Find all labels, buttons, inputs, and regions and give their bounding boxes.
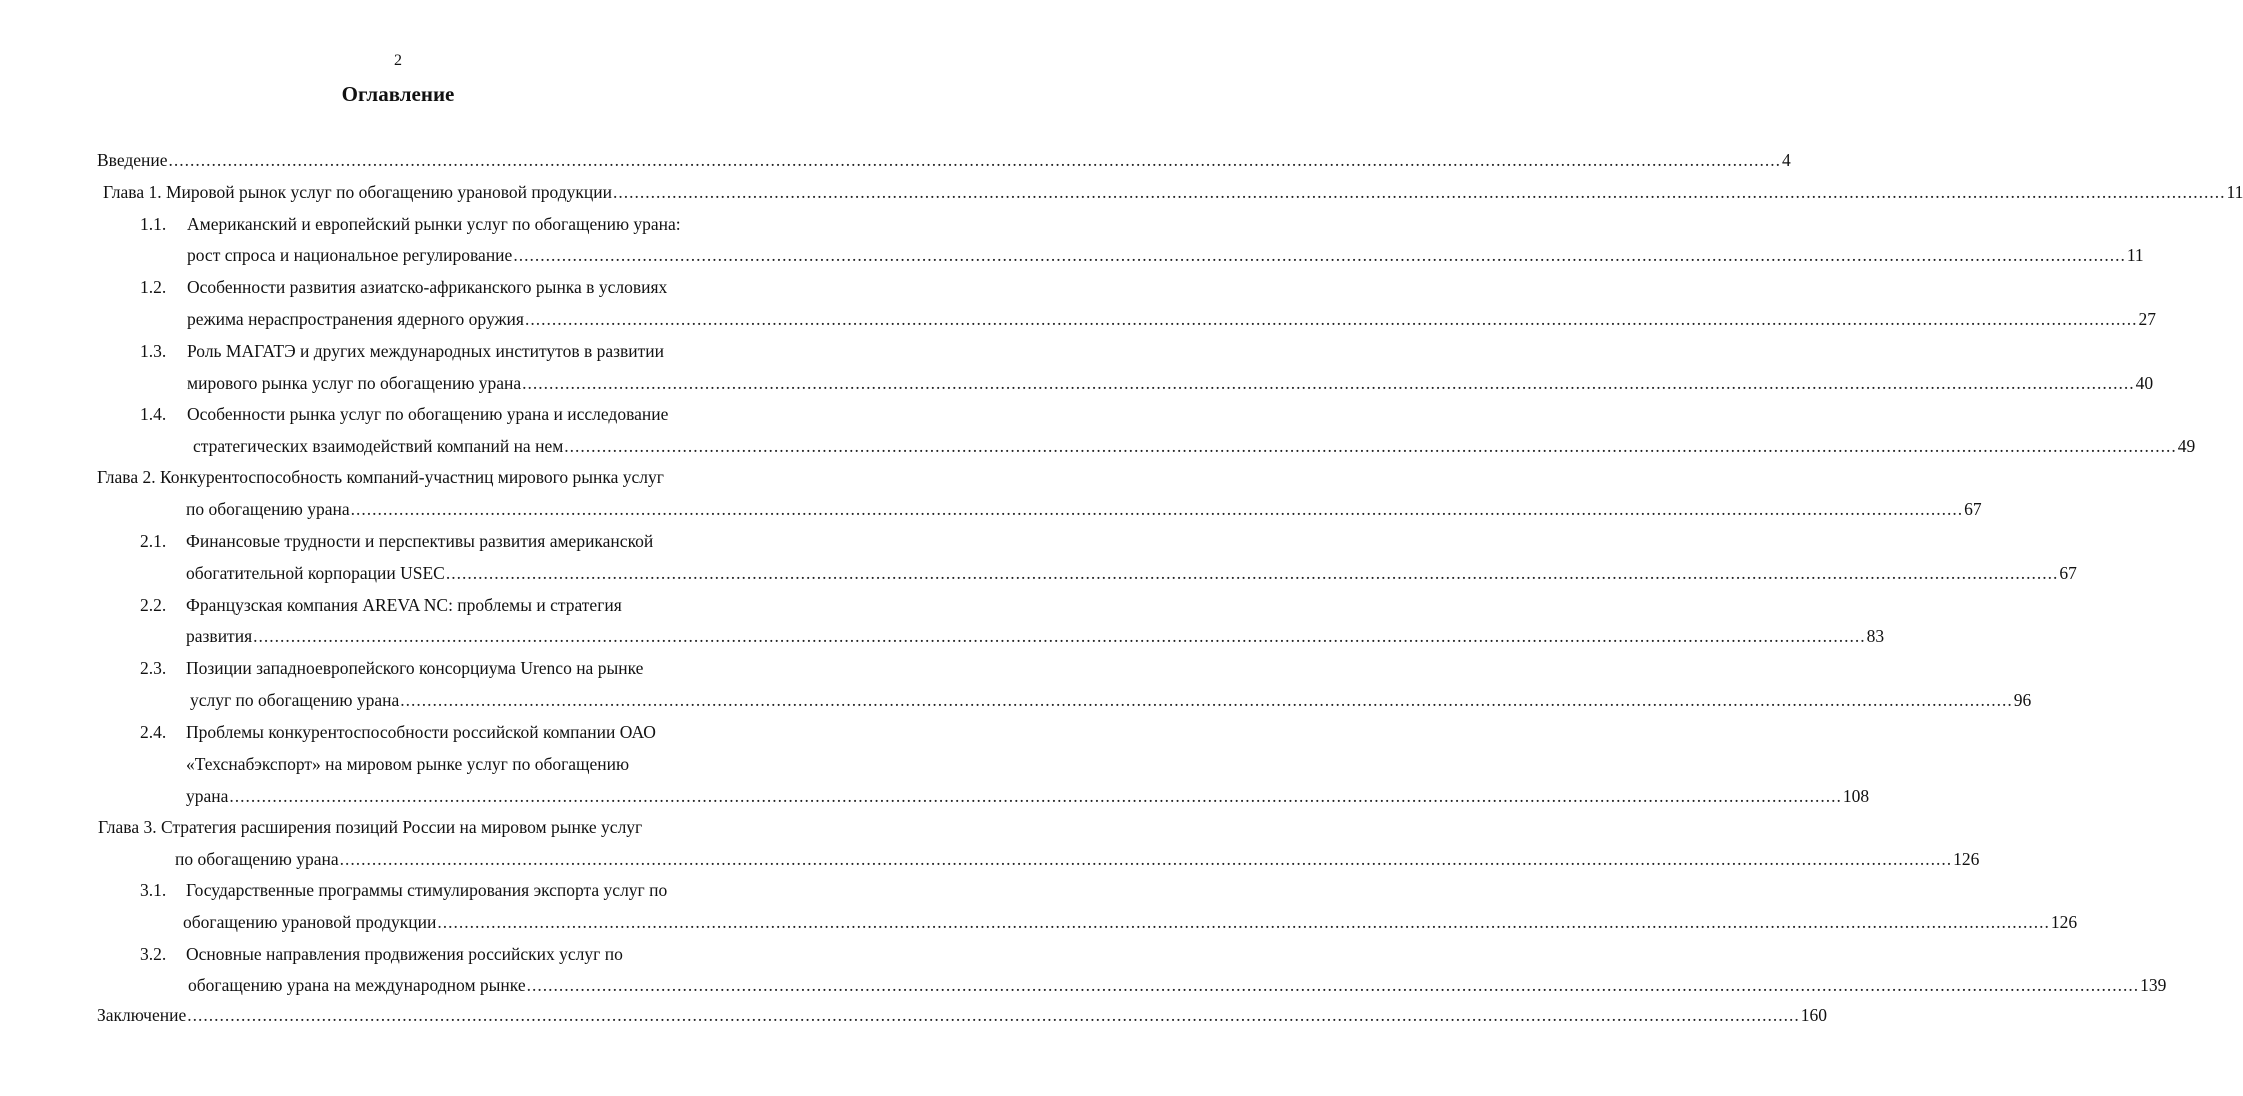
toc-section-line: Позиции западноевропейского консорциума Urenco на рынке [186, 658, 644, 678]
toc-entry-text: мирового рынка услуг по обогащению урана [187, 373, 522, 393]
toc-entry-text: развития [186, 626, 253, 646]
toc-entry-text: по обогащению урана [186, 499, 350, 519]
toc-entry-text: по обогащению урана [175, 849, 339, 869]
toc-chapter-1: Глава 1. Мировой рынок услуг по обогащению урановой продукции ............................................................................................................................................................................................................................................................................................................ 11 [103, 182, 2243, 202]
toc-section-2-1: обогатительной корпорации USEC ............................................................................................................................................................................................................................................................................................................ 67 [186, 563, 2077, 583]
toc-section-line: Особенности развития азиатско-африканского рынка в условиях [187, 277, 668, 297]
toc-section-line: Основные направления продвижения российских услуг по [186, 944, 623, 964]
toc-chapter-2: по обогащению урана ............................................................................................................................................................................................................................................................................................................ 67 [186, 499, 1982, 519]
toc-entry-text: Заключение [97, 1005, 187, 1025]
toc-entry-intro: Введение ............................................................................................................................................................................................................................................................................................................ 4 [97, 150, 1791, 170]
toc-section-3-2: обогащению урана на международном рынке ............................................................................................................................................................................................................................................................................................................ 139 [188, 975, 2167, 995]
toc-chapter-line: Глава 2. Конкурентоспособность компаний-участниц мирового рынка услуг [97, 467, 664, 487]
toc-section-number: 2.1. [140, 531, 167, 551]
toc-section-number: 2.4. [140, 722, 167, 742]
toc-section-line: Проблемы конкурентоспособности российской компании ОАО [186, 722, 656, 742]
toc-entry-text: Введение [97, 150, 168, 170]
toc-entry-text: стратегических взаимодействий компаний на нем [193, 436, 564, 456]
page-title: Оглавление [341, 82, 455, 106]
toc-section-line: «Техснабэкспорт» на мировом рынке услуг по обогащению [186, 754, 630, 774]
toc-section-number: 3.1. [140, 880, 167, 900]
toc-entry-text: рост спроса и национальное регулирование [187, 245, 513, 265]
toc-section-2-2: развития ............................................................................................................................................................................................................................................................................................................ 83 [186, 626, 1885, 646]
toc-section-number: 1.4. [140, 404, 167, 424]
toc-section-3-1: обогащению урановой продукции ............................................................................................................................................................................................................................................................................................................ 126 [183, 912, 2078, 932]
toc-chapter-line: Глава 3. Стратегия расширения позиций России на мировом рынке услуг [98, 817, 643, 837]
toc-section-1-3: мирового рынка услуг по обогащению урана ............................................................................................................................................................................................................................................................................................................ 40 [187, 373, 2154, 393]
toc-section-1-2: режима нераспространения ядерного оружия ............................................................................................................................................................................................................................................................................................................ 27 [187, 309, 2156, 329]
toc-section-line: Французская компания AREVA NC: проблемы и стратегия [186, 595, 622, 615]
toc-entry-page: 160 [1800, 1005, 1827, 1025]
toc-entry-text: урана [186, 786, 229, 806]
toc-section-1-4: стратегических взаимодействий компаний на нем ............................................................................................................................................................................................................................................................................................................ 49 [193, 436, 2196, 456]
toc-section-line: Особенности рынка услуг по обогащению урана и исследование [187, 404, 669, 424]
toc-section-number: 3.2. [140, 944, 167, 964]
toc-entry-page: 67 [1964, 499, 1982, 519]
toc-entry-text: обогатительной корпорации USEC [186, 563, 445, 583]
toc-entry-text: услуг по обогащению урана [190, 690, 400, 710]
toc-entry-page: 83 [1866, 626, 1885, 646]
toc-entry-page: 139 [2140, 975, 2167, 995]
toc-chapter-3: по обогащению урана ............................................................................................................................................................................................................................................................................................................ 126 [175, 849, 1980, 869]
toc-entry-page: 67 [2059, 563, 2077, 583]
toc-entry-text: обогащению урановой продукции [183, 912, 437, 932]
toc-section-2-3: услуг по обогащению урана ............................................................................................................................................................................................................................................................................................................ 96 [190, 690, 2032, 710]
toc-entry-text: обогащению урана на международном рынке [188, 975, 526, 995]
toc-section-number: 2.2. [140, 595, 167, 615]
toc-entry-page: 40 [2135, 373, 2154, 393]
toc-section-line: Государственные программы стимулирования экспорта услуг по [186, 880, 668, 900]
toc-section-line: Американский и европейский рынки услуг по обогащению урана: [187, 214, 681, 234]
toc-entry-text: Глава 1. Мировой рынок услуг по обогащению урановой продукции [103, 182, 612, 202]
toc-entry-page: 4 [1782, 150, 1791, 170]
toc-entry-page: 49 [2177, 436, 2196, 456]
toc-section-line: Роль МАГАТЭ и других международных институтов в развитии [187, 341, 665, 361]
toc-entry-page: 126 [1953, 849, 1980, 869]
toc-section-1-1: рост спроса и национальное регулирование ............................................................................................................................................................................................................................................................................................................ 11 [187, 245, 2144, 265]
toc-section-line: Финансовые трудности и перспективы развития американской [186, 531, 654, 551]
toc-entry-page: 96 [2013, 690, 2032, 710]
toc-entry-page: 126 [2050, 912, 2078, 932]
toc-entry-page: 27 [2138, 309, 2156, 329]
toc-section-number: 1.1. [140, 214, 167, 234]
toc-entry-page: 108 [1842, 786, 1870, 806]
toc-entry-page: 11 [2226, 182, 2243, 202]
page-number: 2 [394, 52, 402, 69]
toc-section-2-4: урана ............................................................................................................................................................................................................................................................................................................ 108 [186, 786, 1870, 806]
toc-section-number: 2.3. [140, 658, 167, 678]
toc-section-number: 1.2. [140, 277, 167, 297]
toc-section-number: 1.3. [140, 341, 167, 361]
toc-entry-text: режима нераспространения ядерного оружия [187, 309, 524, 329]
toc-entry-page: 11 [2126, 245, 2144, 265]
toc-entry-conclusion: Заключение ............................................................................................................................................................................................................................................................................................................ 160 [97, 1005, 1827, 1025]
